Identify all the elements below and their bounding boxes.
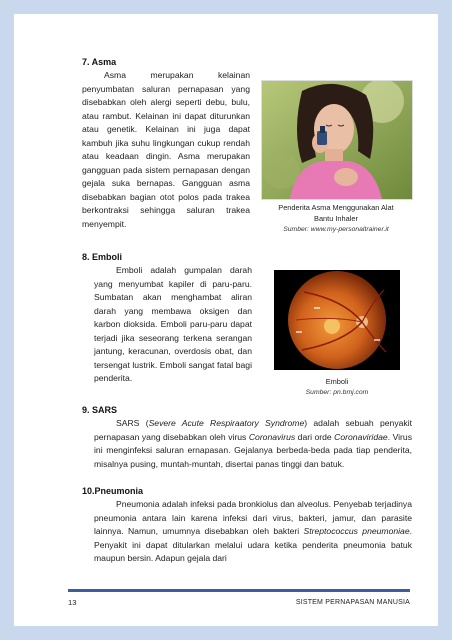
sars-italic-c: Coronaviridae <box>334 431 388 442</box>
caption-emboli-line1: Emboli <box>325 377 349 386</box>
heading-asma: 7. Asma <box>82 57 117 67</box>
source-emboli: Sumber: pn.bmj.com <box>305 389 369 396</box>
caption-inhaler-line1: Penderita Asma Menggunakan Alat <box>278 203 394 212</box>
pneumonia-text-b: . Penyakit ini dapat ditularkan melalui udara ketika penderita pneumonia batuk maupun bersin. Adapun gejala dari <box>94 526 412 563</box>
paragraph-sars <box>94 417 412 471</box>
document-page <box>14 14 438 626</box>
sars-italic-a: Severe Acute Respiraatory Syndrome <box>148 418 305 428</box>
source-inhaler: Sumber: www.my-personaltrainer.it <box>283 226 389 233</box>
paragraph-pneumonia <box>94 498 412 566</box>
heading-emboli: 8. Emboli <box>82 252 123 262</box>
sars-text-d: . Virus ini menginfeksi saluran ernapasan. Gejalanya berbeda-beda pada tiap penderita, misalnya pusing, muntah-muntah, disertai panas tinggi dan batuk. <box>94 431 412 469</box>
figure-inhaler <box>261 80 413 200</box>
caption-emboli <box>274 376 400 398</box>
paragraph-emboli: Emboli adalah gumpalan darah yang menyumbat kapiler di paru-paru. Sumbatan akan menghambat aliran darah yang membawa oksigen dan karbon dioksida. Emboli paru-paru dapat terjadi jika seseorang terkena serangan jantung, keracunan, overdosis obat, dan tersengat lustrik. Emboli sangat fatal bagi penderita. <box>94 265 252 383</box>
sars-text-c: dari orde <box>295 431 335 442</box>
paragraph-asma: Asma merupakan kelainan penyumbatan saluran pernapasan yang disebabkan oleh alergi seperti debu, bulu, atau rambut. Kelainan ini dapat diturunkan atau genetik. Kelainan ini juga dapat kambuh jika suhu lingkungan cukup rendah atau keadaan dingin. Asma merupakan gangguan pada sistem pernapasan dengan gejala suka bernapas. Gangguan asma disebabkan bagian otot polos pada trakea berkontraksi sehingga saluran trakea menyempit. <box>82 70 250 229</box>
figure-emboli <box>274 270 400 370</box>
woman-using-inhaler-photo-icon <box>262 81 412 199</box>
pneumonia-italic-a: Streptococcus pneumoniae <box>303 526 410 536</box>
caption-inhaler-line2: Bantu Inhaler <box>314 214 358 223</box>
footer-title: SISTEM PERNAPASAN MANUSIA <box>295 599 410 606</box>
pneumonia-text-a: Pneumonia adalah infeksi pada bronkiolus dan alveolus. Penyebab terjadinya pneumonia antara lain karena infeksi dari virus, bakteri, jamur, dan parasite lainnya. Namun, umumnya disebabkan oleh bakteri <box>94 499 412 536</box>
sars-text-a: SARS ( <box>116 418 149 428</box>
caption-inhaler <box>258 202 414 235</box>
page-number: 13 <box>68 598 77 607</box>
heading-pneumonia: 10.Pneumonia <box>82 486 144 496</box>
footer-rule <box>68 589 410 592</box>
heading-sars: 9. SARS <box>82 405 118 415</box>
sars-text-b: ) adalah sebuah penyakit pernapasan yang disebabkan oleh virus <box>94 418 412 442</box>
retina-fundus-photo-icon <box>274 270 400 370</box>
sars-italic-b: Coronavirus <box>248 431 296 442</box>
